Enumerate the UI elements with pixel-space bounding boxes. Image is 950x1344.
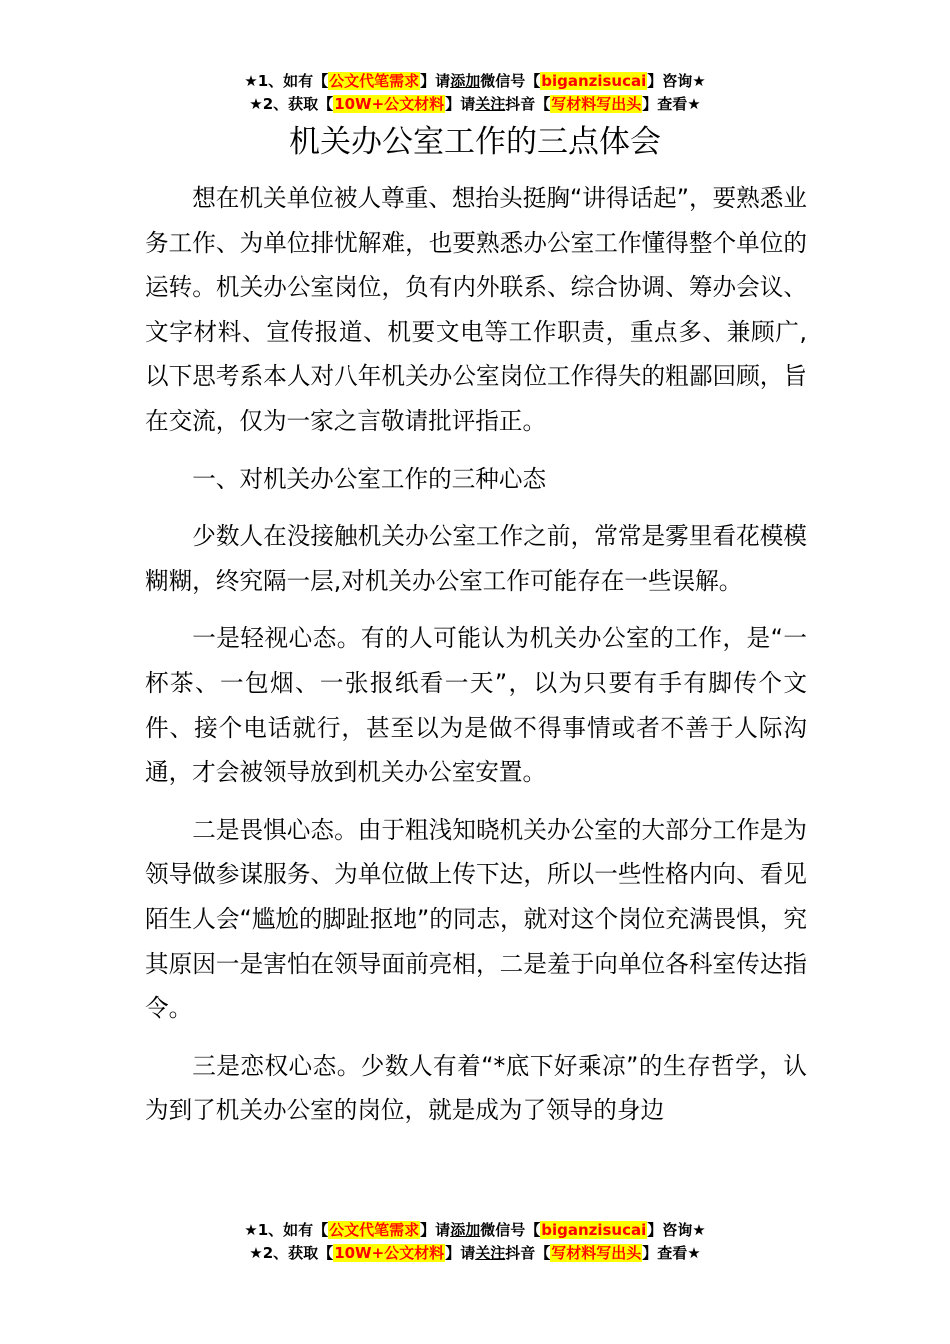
banner-text: ★1、如有【 [244,1221,329,1239]
banner-highlight: 10W+公文材料 [334,1244,445,1262]
header-banner [0,70,950,116]
banner-text: 抖音【 [505,1244,551,1262]
banner-text: 抖音【 [505,95,551,113]
banner-highlight: 公文代笔需求 [329,72,420,90]
banner-highlight: 写材料写出头 [551,95,642,113]
banner-highlight: 10W+公文材料 [334,95,445,113]
banner-text: 微信号【 [480,1221,541,1239]
banner-text: 】查看★ [642,95,701,113]
paragraph: 少数人在没接触机关办公室工作之前，常常是雾里看花模模糊糊，终究隔一层,对机关办公室工作可能存在一些误解。 [145,522,807,595]
banner-highlight: biganzisucai [541,72,647,90]
banner-line-2 [0,1242,950,1265]
banner-underlined: 关注 [475,1244,506,1262]
section-heading: 一、对机关办公室工作的三种心态 [192,464,547,493]
banner-highlight: 写材料写出头 [551,1244,642,1262]
banner-text: 】请 [445,95,476,113]
paragraph: 一是轻视心态。有的人可能认为机关办公室的工作，是“一杯茶、一包烟、一张报纸看一天”，以为只要有手有脚传个文件、接个电话就行，甚至以为是做不得事情或者不善于人际沟通，才会被领导放到机关办公室安置。 [145,624,807,787]
paragraph: 想在机关单位被人尊重、想抬头挺胸“讲得话起”，要熟悉业务工作、为单位排忧解难，也要熟悉办公室工作懂得整个单位的运转。机关办公室岗位，负有内外联系、综合协调、筹办会议、文字材料、宣传报道、机要文电等工作职责，重点多、兼顾广,以下思考系本人对八年机关办公室岗位工作得失的粗鄙回顾，旨在交流，仅为一家之言敬请批评指正。 [145,184,807,435]
document-title: 机关办公室工作的三点体会 [289,124,661,160]
banner-highlight: 公文代笔需求 [329,1221,420,1239]
banner-text: 】咨询★ [647,72,706,90]
banner-text: 微信号【 [480,72,541,90]
banner-text: 】请 [445,1244,476,1262]
banner-underlined: 关注 [475,95,506,113]
paragraph: 二是畏惧心态。由于粗浅知晓机关办公室的大部分工作是为领导做参谋服务、为单位做上传下达，所以一些性格内向、看见陌生人会“尴尬的脚趾抠地”的同志，就对这个岗位充满畏惧，究其原因一是害怕在领导面前亮相，二是羞于向单位各科室传达指令。 [145,815,807,1023]
banner-line-1 [0,70,950,93]
banner-text: 】咨询★ [647,1221,706,1239]
banner-underlined: 添加 [450,72,481,90]
paragraph: 三是恋权心态。少数人有着“*底下好乘凉”的生存哲学，认为到了机关办公室的岗位，就是成为了领导的身边 [145,1051,807,1125]
banner-line-2 [0,93,950,116]
document-body [145,176,807,1146]
banner-text: ★2、获取【 [249,95,334,113]
banner-text: 】查看★ [642,1244,701,1262]
banner-text: ★2、获取【 [249,1244,334,1262]
banner-text: 】请 [420,72,451,90]
banner-underlined: 添加 [450,1221,481,1239]
banner-text: 】请 [420,1221,451,1239]
banner-text: ★1、如有【 [244,72,329,90]
banner-highlight: biganzisucai [541,1221,647,1239]
footer-banner [0,1219,950,1265]
banner-line-1 [0,1219,950,1242]
